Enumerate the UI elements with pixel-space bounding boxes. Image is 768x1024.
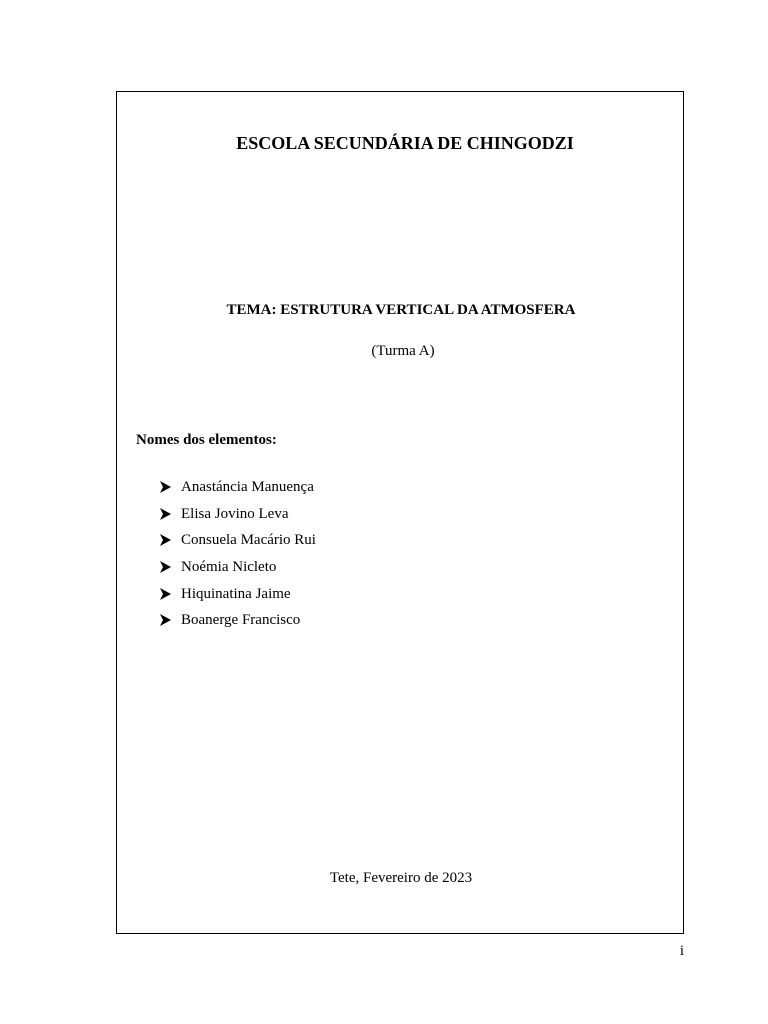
list-item xyxy=(160,607,316,634)
class-label: (Turma A) xyxy=(371,343,435,359)
page-number: i xyxy=(679,943,684,959)
list-item xyxy=(160,501,316,528)
arrowhead-right-icon xyxy=(160,481,171,493)
arrowhead-right-icon xyxy=(160,588,171,600)
school-name: ESCOLA SECUNDÁRIA DE CHINGODZI xyxy=(236,133,574,153)
member-name: Noémia Nicleto xyxy=(181,559,277,576)
member-name: Hiquinatina Jaime xyxy=(181,585,291,602)
member-name: Anastáncia Manuença xyxy=(181,479,314,496)
member-name: Consuela Macário Rui xyxy=(181,532,316,549)
member-name: Elisa Jovino Leva xyxy=(181,505,289,522)
theme-title: TEMA: ESTRUTURA VERTICAL DA ATMOSFERA xyxy=(226,302,576,318)
list-item xyxy=(160,474,316,501)
arrowhead-right-icon xyxy=(160,508,171,520)
place-date: Tete, Fevereiro de 2023 xyxy=(329,870,473,886)
list-item xyxy=(160,527,316,554)
members-heading: Nomes dos elementos: xyxy=(136,432,277,448)
list-item xyxy=(160,580,316,607)
members-list xyxy=(160,474,316,634)
list-item xyxy=(160,554,316,581)
member-name: Boanerge Francisco xyxy=(181,612,301,629)
arrowhead-right-icon xyxy=(160,614,171,626)
arrowhead-right-icon xyxy=(160,534,171,546)
arrowhead-right-icon xyxy=(160,561,171,573)
